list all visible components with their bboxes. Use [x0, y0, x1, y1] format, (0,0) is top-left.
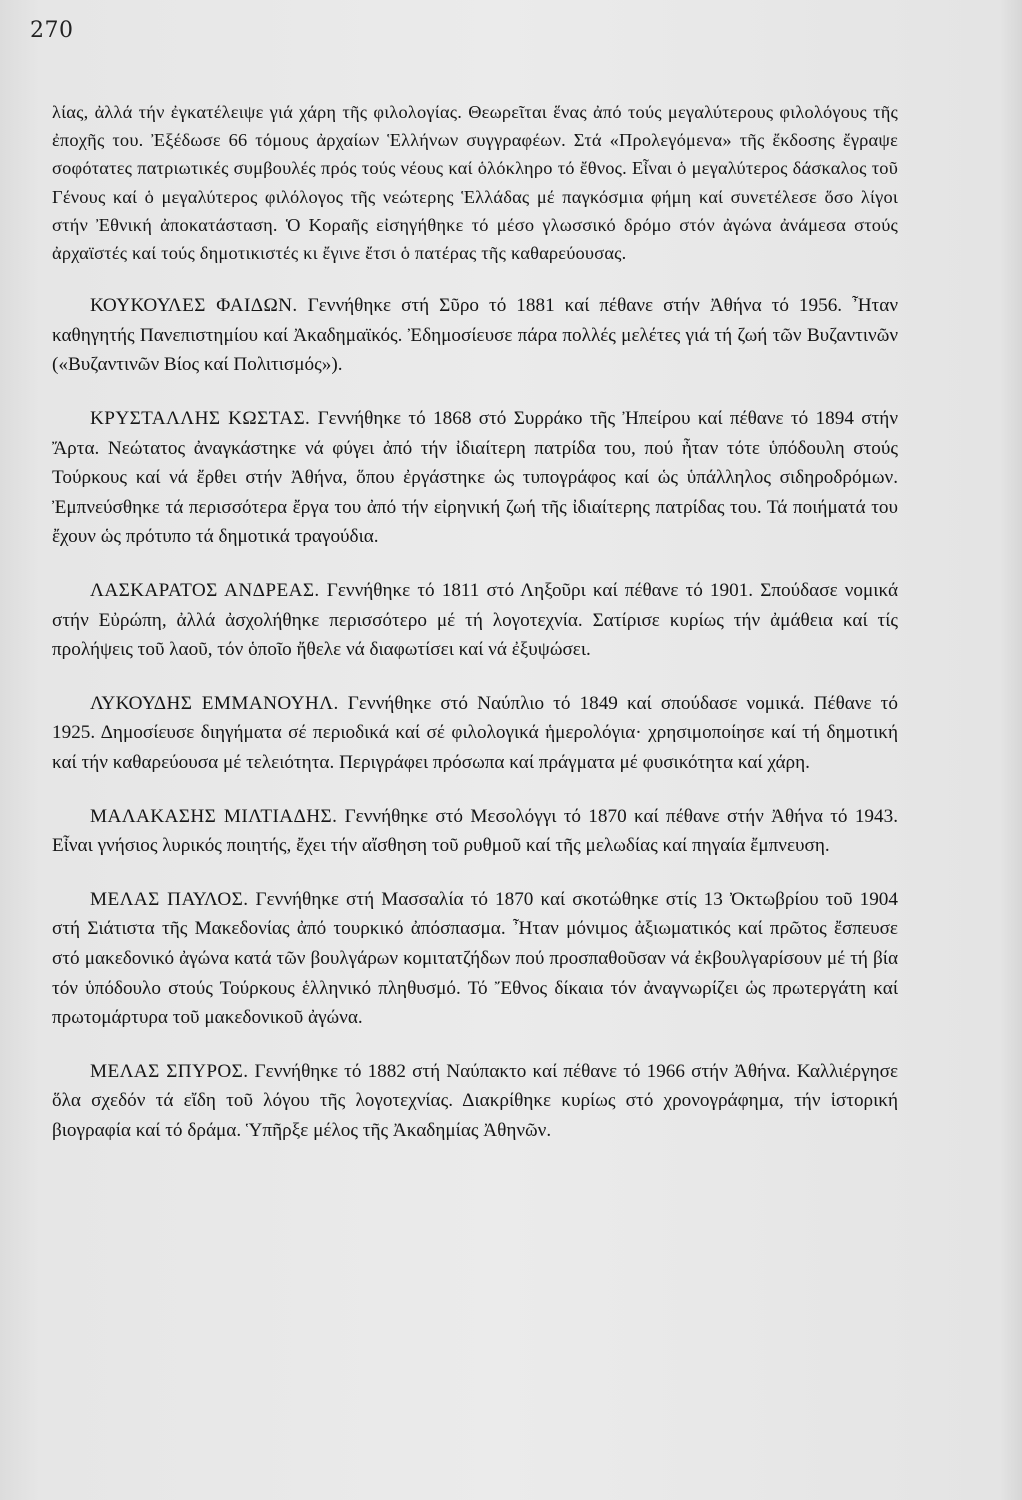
opening-paragraph: λίας, ἀλλά τήν ἐγκατέλειψε γιά χάρη τῆς φιλολογίας. Θεωρεῖται ἕνας ἀπό τούς μεγαλύτερους φιλολόγους τῆς ἐποχῆς του. Ἐξέδωσε 66 τόμους ἀρχαίων Ἑλλήνων συγγραφέων. Στά «Προλεγόμενα» τῆς ἔκδοσης ἔγραψε σοφότατες πατριωτικές συμβουλές πρός τούς νέους καί ὁλόκληρο τό ἔθνος. Εἶναι ὁ μεγαλύτερος δάσκαλος τοῦ Γένους καί ὁ μεγαλύτερος φιλόλογος τῆς νεώτερης Ἑλλάδας μέ παγκόσμια φήμη καί συνετέλεσε ὅσο λίγοι στήν Ἐθνική ἀποκατάσταση. Ὁ Κοραῆς εἰσηγήθηκε τό μέσο γλωσσικό δρόμο στόν ἀγώνα ἀνάμεσα στούς ἀρχαϊστές καί τούς δημοτικιστές κι ἔγινε ἔτσι ὁ πατέρας τῆς καθαρεύουσας. [52, 102, 898, 264]
page-number: 270 [30, 18, 74, 43]
page-text [52, 98, 898, 1145]
entry-name: ΜΕΛΑΣ ΣΠΥΡΟΣ. [90, 1060, 249, 1082]
entry-text: Γεννήθηκε στή Σῦρο τό 1881 καί πέθανε στήν Ἀθήνα τό 1956. Ἦταν καθηγητής Πανεπιστημίου καί Ἀκαδημαϊκός. Ἐδημοσίευσε πάρα πολλές μελέτες γιά τή ζωή τῶν Βυζαντινῶν («Βυζαντινῶν Βίος καί Πολιτισμός»). [52, 295, 898, 376]
entry-krystallis [52, 404, 898, 552]
entry-text: Γεννήθηκε τό 1811 στό Ληξοῦρι καί πέθανε τό 1901. Σπούδασε νομικά στήν Εὐρώπη, ἀλλά ἀσχολήθηκε περισσότερο μέ τή λογοτεχνία. Σατίρισε κυρίως τήν ἀμάθεια καί τίς προλήψεις τοῦ λαοῦ, τόν ὁποῖο ἤθελε νά διαφωτίσει καί νά ἐξυψώσει. [52, 579, 899, 661]
entry-name: ΜΕΛΑΣ ΠΑΥΛΟΣ. [90, 888, 249, 910]
entry-name: ΛΑΣΚΑΡΑΤΟΣ ΑΝΔΡΕΑΣ. [90, 579, 320, 601]
entry-text: Γεννήθηκε στό Ναύπλιο τό 1849 καί σπούδασε νομικά. Πέθανε τό 1925. Δημοσίευσε διηγήματα σέ περιοδικά καί σέ φιλολογικά ἡμερολόγια· χρησιμοποίησε καί τή δημοτική καί τήν καθαρεύουσα μέ τελειότητα. Περιγράφει πρόσωπα καί πράγματα μέ φυσικότητα καί χάρη. [52, 692, 898, 773]
entry-name: ΚΡΥΣΤΑΛΛΗΣ ΚΩΣΤΑΣ. [90, 408, 311, 429]
entry-name: ΜΑΛΑΚΑΣΗΣ ΜΙΛΤΙΑΔΗΣ. [90, 805, 338, 827]
entry-text: Γεννήθηκε τό 1882 στή Ναύπακτο καί πέθανε τό 1966 στήν Ἀθήνα. Καλλιέργησε ὅλα σχεδόν τά εἴδη τοῦ λόγου τῆς λογοτεχνίας. Διακρίθηκε κυρίως στό χρονογράφημα, τήν ἱστορική βιογραφία καί τό δράμα. Ὑπῆρξε μέλος τῆς Ἀκαδημίας Ἀθηνῶν. [52, 1060, 899, 1141]
entry-melas-spyros [52, 1057, 898, 1146]
entry-lykoudis [52, 689, 898, 778]
entry-name: ΛΥΚΟΥΔΗΣ ΕΜΜΑΝΟΥΗΛ. [90, 692, 339, 714]
entry-text: Γεννήθηκε στό Μεσολόγγι τό 1870 καί πέθανε στήν Ἀθήνα τό 1943. Εἶναι γνήσιος λυρικός ποιητής, ἔχει τήν αἴσθηση τοῦ ρυθμοῦ καί τῆς μελωδίας καί πηγαία ἔμπνευση. [52, 805, 898, 857]
entry-melas-pavlos [52, 885, 898, 1033]
entry-laskaratos [52, 576, 898, 665]
entry-malakasis [52, 802, 898, 861]
entry-name: ΚΟΥΚΟΥΛΕΣ ΦΑΙΔΩΝ. [90, 295, 298, 317]
entry-text: Γεννήθηκε τό 1868 στό Συρράκο τῆς Ἠπείρου καί πέθανε τό 1894 στήν Ἄρτα. Νεώτατος ἀναγκάστηκε νά φύγει ἀπό τήν ἰδιαίτερη πατρίδα του, πού ἦταν τότε ὑπόδουλη στούς Τούρκους καί νά ἔρθει στήν Ἀθήνα, ὅπου ἐργάστηκε ὡς τυπογράφος καί ὡς ὑπάλληλος σιδηροδρόμων. Ἐμπνεύσθηκε τά περισσότερα ἔργα του ἀπό τήν εἰρηνική ζωή τῆς ἰδιαίτερης πατρίδας του. Τά ποιήματά του ἔχουν ὡς πρότυπο τά δημοτικά τραγούδια. [52, 408, 899, 548]
entry-text: Γεννήθηκε στή Μασσαλία τό 1870 καί σκοτώθηκε στίς 13 Ὀκτωβρίου τοῦ 1904 στή Σιάτιστα τῆς Μακεδονίας ἀπό τουρκικό ἀπόσπασμα. Ἦταν μόνιμος ἀξιωματικός καί πρῶτος ἔσπευσε στό μακεδονικό ἀγώνα κατά τῶν βουλγάρων κομιτατζήδων πού προσπαθοῦσαν νά ἐκβουλγαρίσουν μέ τή βία τόν ὑπόδουλο στούς Τούρκους ἑλληνικό πληθυσμό. Τό Ἔθνος δίκαια τόν ἀναγνωρίζει ὡς πρωτεργάτη καί πρωτομάρτυρα τοῦ μακεδονικοῦ ἀγώνα. [52, 888, 898, 1029]
entry-koukoules [52, 291, 898, 380]
